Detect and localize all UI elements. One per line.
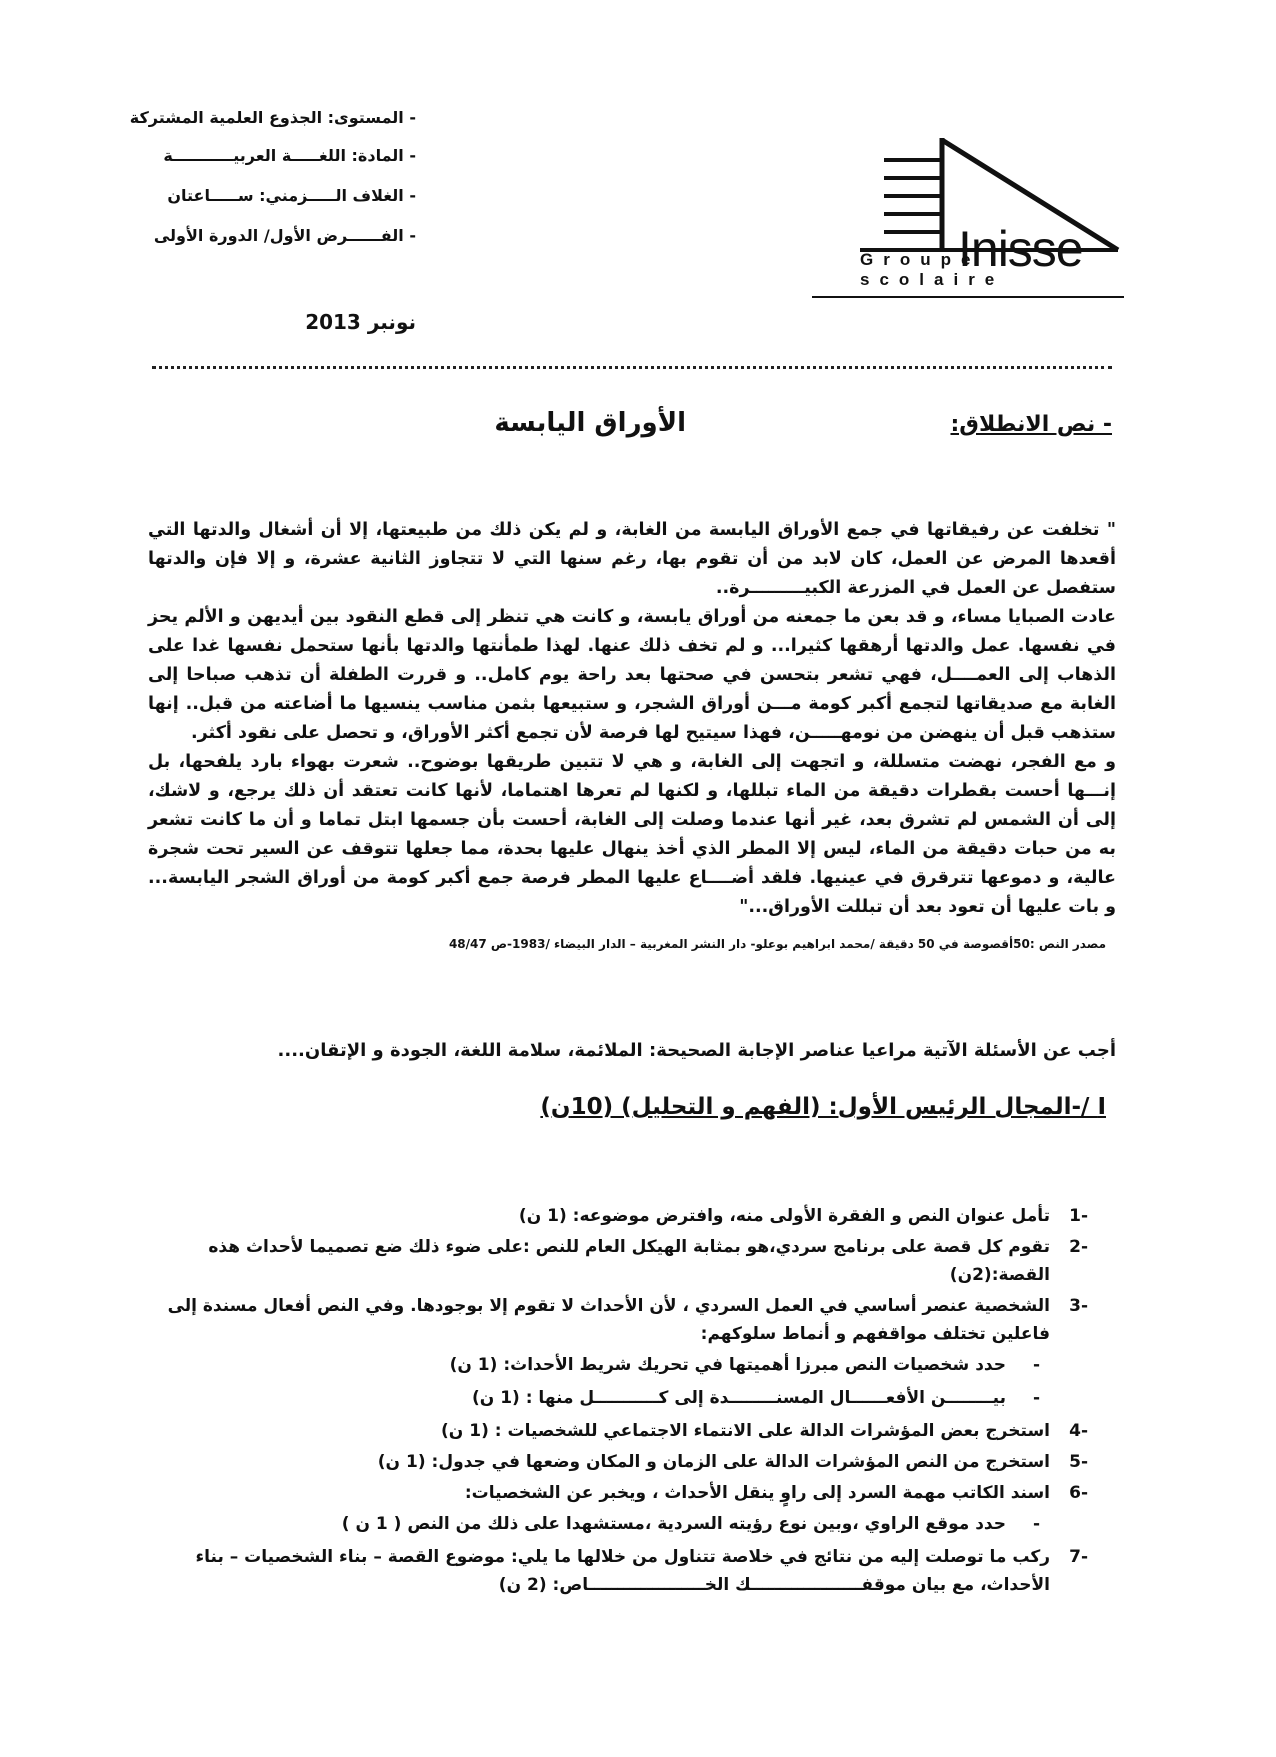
question-text: الشخصية عنصر أساسي في العمل السردي ، لأن الأحداث لا تقوم إلا بوجودها. وفي النص أفعال مسندة إلى فاعلين تختلف مواقفهم و أنماط سلوكهم: xyxy=(167,1296,1050,1344)
passage-paragraph: و مع الفجر، نهضت متسللة، و اتجهت إلى الغابة، و هي لا تتبين طريقها بوضوح.. شعرت بهواء بارد يلفحها، بل إنـــها أحست بقطرات دقيقة من الماء تبللها، و لكنها لم تعرها اهتماما، لأنها كانت تعتقد أن ذلك يرجع، و لاشك، إلى أن الشمس لم تشرق بعد، غير أنها عندما وصلت إلى الغابة، أحست بأن جسمها ابتل تماما و أن ما كانت تشعر به من حبات دقيقة من الماء، ليس إلا المطر الذي أخذ ينهال عليها بحدة، مما جعلها تتوقف عن السير تحت شجرة عالية، و دموعها تترقرق في عينيها. فلقد أضــــاع عليها المطر فرصة جمع أكبر كومة من أوراق الشجر اليابسة... و بات عليها أن تعود بعد أن تبللت الأوراق..." xyxy=(148,752,1116,917)
question-number: -4 xyxy=(1069,1421,1088,1441)
question-number: -3 xyxy=(1069,1296,1088,1316)
logo-subtitle: Groupe scolaire xyxy=(860,250,1005,289)
level-line: - المستوى: الجذوع العلمية المشتركة xyxy=(129,108,416,127)
bullet-dash: - xyxy=(1032,1514,1040,1534)
question-item xyxy=(150,1292,1088,1348)
sub-question-text: بيــــــــن الأفعــــــال المسنــــــــدة إلى كـــــــــــل منها : (1 ن) xyxy=(471,1388,1006,1408)
text-title: الأوراق اليابسة xyxy=(494,408,686,438)
school-logo xyxy=(812,138,1124,298)
passage xyxy=(148,516,1116,922)
question-item xyxy=(150,1448,1088,1476)
question-number: -1 xyxy=(1069,1206,1088,1226)
time-line: - الغلاف الـــــزمني: ســـــاعتان xyxy=(167,186,416,205)
dotted-separator xyxy=(152,366,1112,369)
bullet-dash: - xyxy=(1032,1388,1040,1408)
question-text: ركب ما توصلت إليه من نتائج في خلاصة تتناول من خلالها ما يلي: موضوع القصة – بناء الشخصيات – بناء الأحداث، مع بيان موقفـــــــــــــــــــك الخــــــــــــــــــــاص: (2 ن) xyxy=(195,1547,1050,1595)
question-item xyxy=(150,1479,1088,1507)
question-number: -6 xyxy=(1069,1483,1088,1503)
passage-paragraph: " تخلفت عن رفيقاتها في جمع الأوراق اليابسة من الغابة، و لم يكن ذلك من طبيعتها، إلا أن أشغال والدتها التي أقعدها المرض عن العمل، كان لابد من أن تقوم بها، رغم سنها التي لا تتجاوز الثانية عشرة، و إلا فإن والدتها ستفصل عن العمل في المزرعة الكبيـــــــــرة.. xyxy=(148,520,1116,598)
question-number: -2 xyxy=(1069,1237,1088,1257)
sub-question xyxy=(150,1510,1088,1538)
sub-question-text: حدد شخصيات النص مبرزا أهميتها في تحريك شريط الأحداث: (1 ن) xyxy=(449,1355,1006,1375)
text-source: مصدر النص :50أقصوصة في 50 دقيقة /محمد ابراهيم بوعلو- دار النشر المغربية – الدار البيضاء /1983-ص 48/47 xyxy=(448,937,1106,951)
section-label: - نص الانطلاق: xyxy=(950,412,1112,437)
question-text: استخرج من النص المؤشرات الدالة على الزمان و المكان وضعها في جدول: (1 ن) xyxy=(377,1452,1050,1472)
exam-date: نونبر 2013 xyxy=(305,310,416,334)
question-item xyxy=(150,1543,1088,1599)
question-text: تقوم كل قصة على برنامج سردي،هو بمثابة الهيكل العام للنص :على ضوء ذلك ضع تصميما لأحداث هذه القصة:(2ن) xyxy=(208,1237,1050,1285)
question-item xyxy=(150,1202,1088,1230)
question-text: اسند الكاتب مهمة السرد إلى راوٍ ينقل الأحداث ، ويخبر عن الشخصيات: xyxy=(464,1483,1050,1503)
sub-question xyxy=(150,1351,1088,1379)
domain-heading: I /-المجال الرئيس الأول: (الفهم و التحليل) (10ن) xyxy=(540,1094,1106,1120)
subject-line: - المادة: اللغـــــة العربيـــــــــــة xyxy=(163,146,416,165)
sub-question xyxy=(150,1384,1088,1412)
question-item xyxy=(150,1233,1088,1289)
exam-line: - الفــــــرض الأول/ الدورة الأولى xyxy=(153,226,416,245)
question-number: -7 xyxy=(1069,1547,1088,1567)
questions-list xyxy=(150,1202,1088,1602)
logo-underline xyxy=(812,296,1124,298)
passage-paragraph: عادت الصبايا مساء، و قد بعن ما جمعنه من أوراق يابسة، و كانت هي تنظر إلى قطع النقود بين أيديهن و الألم يحز في نفسها. عمل والدتها أرهقها كثيرا... و لم تخف ذلك عنها. لهذا طمأنتها والدتها بأنها ستحمل نفسها غدا على الذهاب إلى العمــــل، فهي تشعر بتحسن في صحتها بعد راحة يوم كامل.. و قررت الطفلة أن تذهب صباحا إلى الغابة مع صديقاتها لتجمع أكبر كومة مـــن أوراق الشجر، و ستبيعها بثمن مناسب ينسيها ما أضاعته من قبل.. إنها ستذهب قبل أن ينهضن من نومهـــــن، فهذا سيتيح لها فرصة لأن تجمع أكثر الأوراق، و تحصل على نقود أكثر. xyxy=(148,607,1116,743)
question-item xyxy=(150,1417,1088,1445)
question-text: استخرج بعض المؤشرات الدالة على الانتماء الاجتماعي للشخصيات : (1 ن) xyxy=(441,1421,1050,1441)
question-text: تأمل عنوان النص و الفقرة الأولى منه، وافترض موضوعه: (1 ن) xyxy=(518,1206,1050,1226)
bullet-dash: - xyxy=(1032,1355,1040,1375)
logo-name: Inisse xyxy=(958,221,1083,277)
instructions: أجب عن الأسئلة الآتية مراعيا عناصر الإجابة الصحيحة: الملائمة، سلامة اللغة، الجودة و الإتقان.... xyxy=(277,1040,1116,1061)
sub-question-text: حدد موقع الراوي ،وبين نوع رؤيته السردية ،مستشهدا على ذلك من النص ( 1 ن ) xyxy=(341,1514,1006,1534)
question-number: -5 xyxy=(1069,1452,1088,1472)
